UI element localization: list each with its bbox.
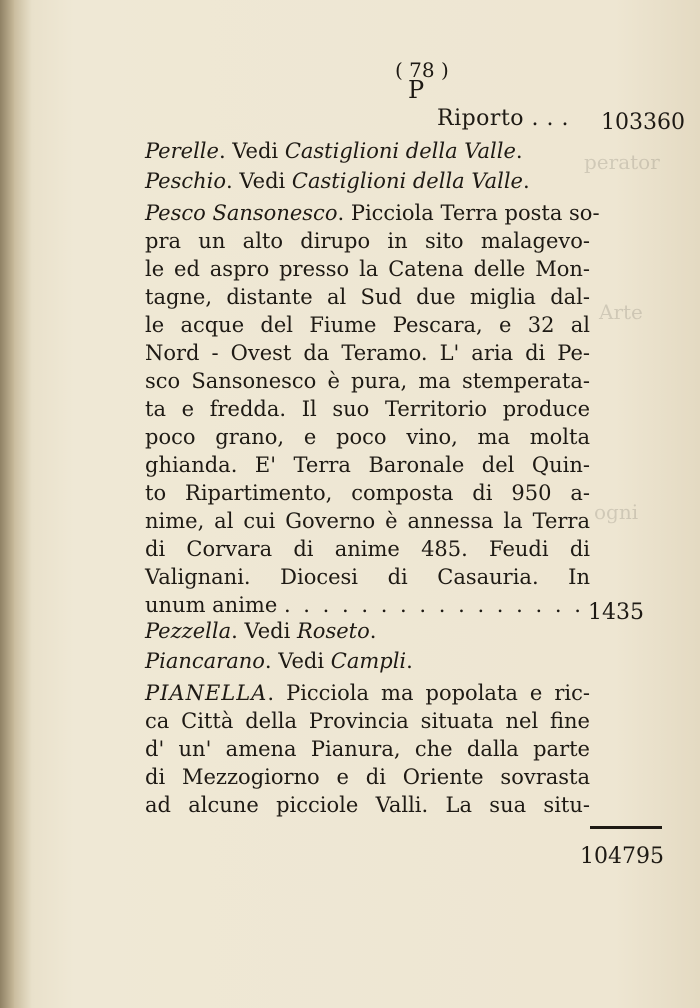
pesco-line-15 <box>145 592 590 618</box>
entry-text: unum anime <box>145 593 278 617</box>
entry-perelle <box>145 138 590 164</box>
book-gutter <box>0 0 14 1008</box>
bleed-through-text: perator <box>584 150 660 174</box>
pesco-line-14: Valignani. Diocesi di Casauria. In <box>145 565 590 589</box>
pesco-line-6: Nord - Ovest da Teramo. L' aria di Pe- <box>145 341 590 365</box>
entry-head: Pezzella <box>145 619 232 643</box>
entry-text: . Vedi <box>231 619 297 643</box>
page-total: 104795 <box>580 844 664 869</box>
entry-ref: Campli <box>330 649 407 673</box>
signature-mark: P <box>408 76 425 104</box>
entry-tail: . <box>369 619 377 643</box>
entry-ref: Castiglioni della Valle <box>291 169 523 193</box>
bleed-through-text-3: ogni <box>594 500 639 524</box>
entry-tail: . <box>515 139 523 163</box>
entry-peschio <box>145 168 590 194</box>
entry-tail: . <box>522 169 530 193</box>
entry-text: . Vedi <box>226 169 292 193</box>
entry-head: Peschio <box>145 169 227 193</box>
pesco-line-3: le ed aspro presso la Catena delle Mon- <box>145 257 590 281</box>
pesco-line-8: ta e fredda. Il suo Territorio produce <box>145 397 590 421</box>
entry-text: . Picciola Terra posta so- <box>337 201 600 225</box>
pesco-count: 1435 <box>588 600 644 625</box>
total-rule <box>590 826 662 829</box>
pesco-line-5: le acque del Fiume Pescara, e 32 al <box>145 313 590 337</box>
riporto-label: Riporto . . . <box>437 106 569 131</box>
pesco-line-12: nime, al cui Governo è annessa la Terra <box>145 509 590 533</box>
bleed-through-text-2: Arte <box>599 300 643 324</box>
pesco-line-13: di Corvara di anime 485. Feudi di <box>145 537 590 561</box>
pianella-line-4: di Mezzogiorno e di Oriente sovrasta <box>145 765 590 789</box>
entry-piancarano <box>145 648 590 674</box>
pesco-line-4: tagne, distante al Sud due miglia dal- <box>145 285 590 309</box>
entry-ref: Castiglioni della Valle <box>284 139 516 163</box>
entry-text: . Vedi <box>264 649 331 673</box>
pesco-line-7: sco Sansonesco è pura, ma stemperata- <box>145 369 590 393</box>
entry-head: Perelle <box>145 139 219 163</box>
entry-head: Piancarano <box>145 649 265 673</box>
pianella-line-3: d' un' amena Pianura, che dalla parte <box>145 737 590 761</box>
page-number: ( 78 ) <box>395 58 449 82</box>
leader-dots: . . . . . . . . . . . . . . . . <box>283 593 584 617</box>
entry-head: Pesco Sansonesco <box>145 201 338 225</box>
pesco-line-1 <box>145 200 600 226</box>
entry-pezzella <box>145 618 590 644</box>
entry-text: . Vedi <box>218 139 285 163</box>
riporto-value: 103360 <box>601 110 685 135</box>
pesco-line-9: poco grano, e poco vino, ma molta <box>145 425 590 449</box>
pianella-line-5: ad alcune picciole Valli. La sua situ- <box>145 793 590 817</box>
pianella-line-1 <box>145 680 590 706</box>
entry-tail: . <box>406 649 413 673</box>
pesco-line-10: ghianda. E' Terra Baronale del Quin- <box>145 453 590 477</box>
pesco-line-2: pra un alto dirupo in sito malagevo- <box>145 229 590 253</box>
entry-ref: Roseto <box>296 619 370 643</box>
pesco-line-11: to Ripartimento, composta di 950 a- <box>145 481 590 505</box>
entry-head: PIANELLA <box>145 681 268 705</box>
entry-text: . Picciola ma popolata e ric- <box>267 681 590 705</box>
pianella-line-2: ca Città della Provincia situata nel fine <box>145 709 590 733</box>
